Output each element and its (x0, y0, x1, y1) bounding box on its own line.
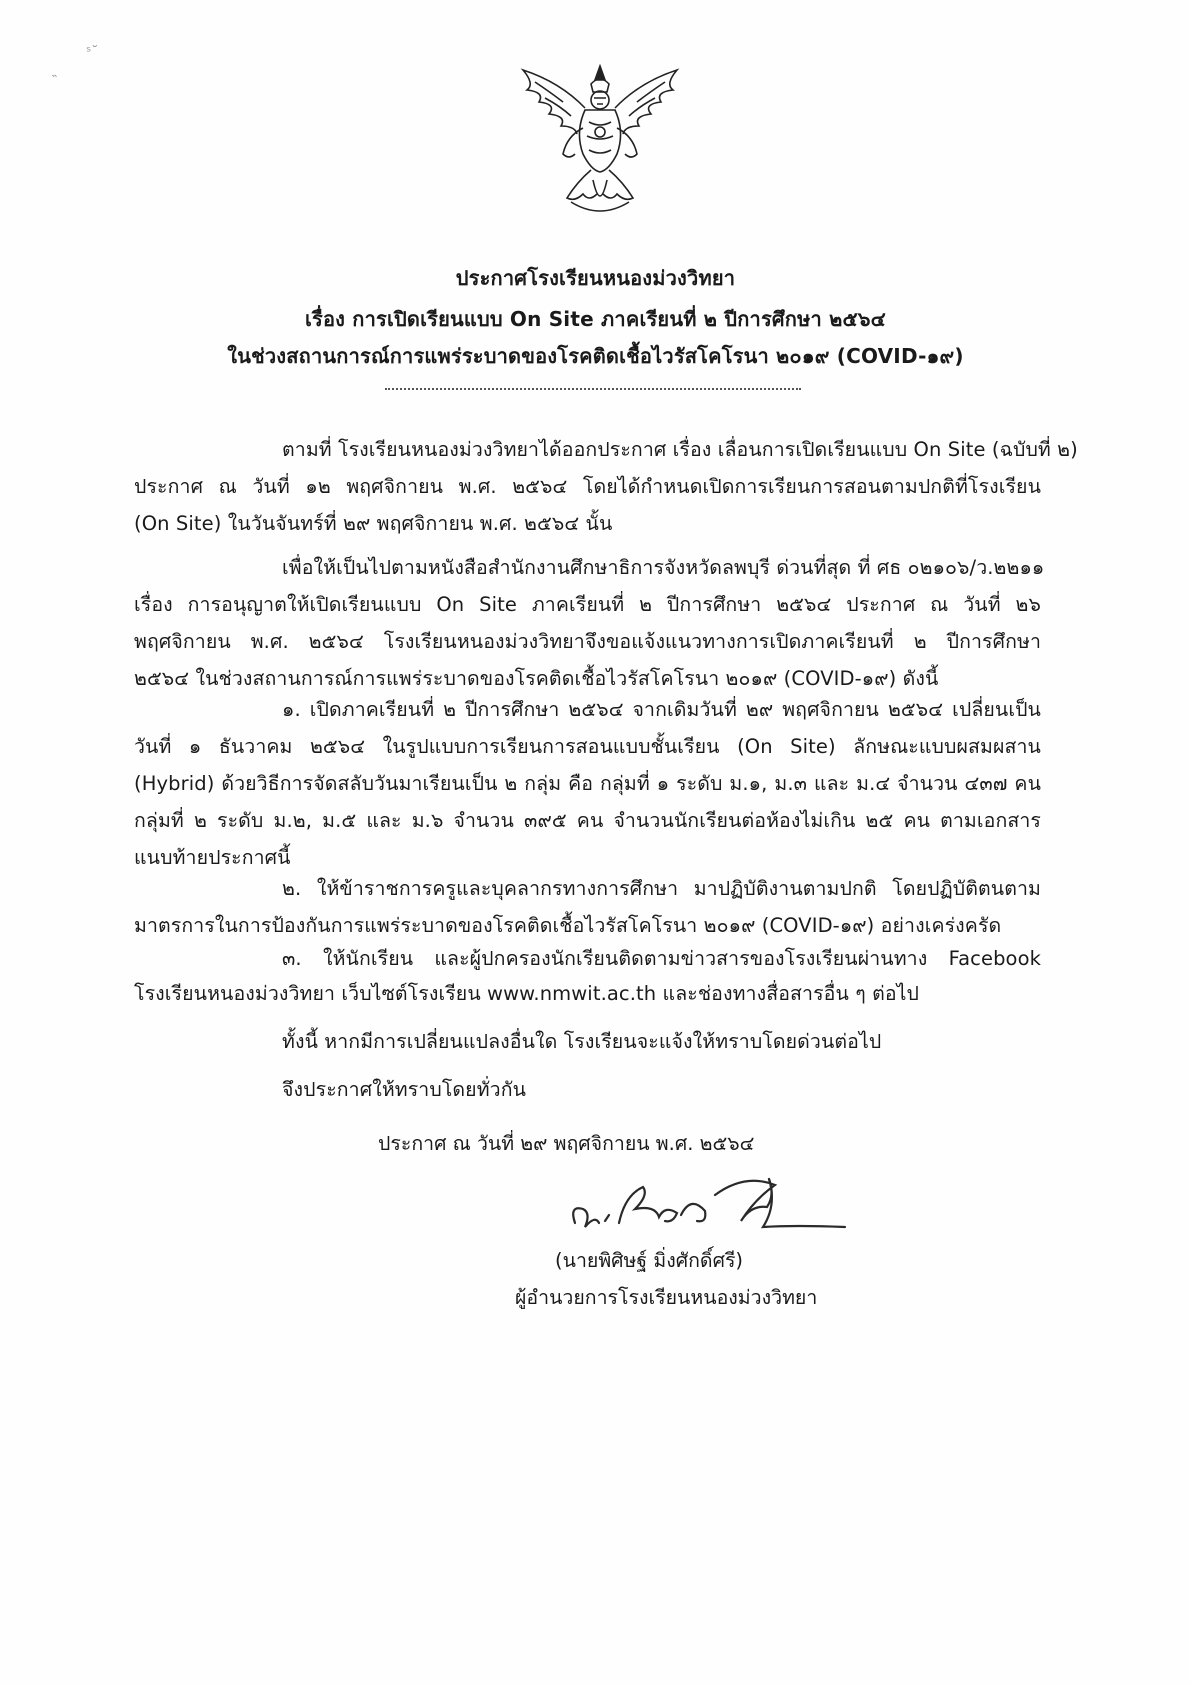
dotted-divider (385, 388, 801, 390)
scan-artifact: ˵ (52, 67, 57, 83)
paragraph-7: จึงประกาศให้ทราบโดยทั่วกัน (282, 1078, 527, 1101)
announcement-subject: เรื่อง การเปิดเรียนแบบ On Site ภาคเรียนที่ ๒ ปีการศึกษา ๒๕๖๔ (304, 307, 887, 331)
paragraph-3-line: (Hybrid) ด้วยวิธีการจัดสลับวันมาเรียนเป็น ๒ กลุ่ม คือ กลุ่มที่ ๑ ระดับ ม.๑, ม.๓ และ ม.๔ จำนวน ๔๓๗ คน (134, 772, 1041, 795)
paragraph-3-line: กลุ่มที่ ๒ ระดับ ม.๒, ม.๕ และ ม.๖ จำนวน ๓๙๕ คน จำนวนนักเรียนต่อห้องไม่เกิน ๒๕ คน ตามเอกสาร (134, 809, 1041, 832)
paragraph-4-line: มาตรการในการป้องกันการแพร่ระบาดของโรคติดเชื้อไวรัสโคโรนา ๒๐๑๙ (COVID-๑๙) อย่างเคร่งครัด (134, 914, 1002, 937)
paragraph-1-line: ตามที่ โรงเรียนหนองม่วงวิทยาได้ออกประกาศ เรื่อง เลื่อนการเปิดเรียนแบบ On Site (ฉบับที่ ๒) (282, 438, 1078, 461)
announcement-date: ประกาศ ณ วันที่ ๒๙ พฤศจิกายน พ.ศ. ๒๕๖๔ (378, 1132, 755, 1155)
paragraph-5-line: โรงเรียนหนองม่วงวิทยา เว็บไซต์โรงเรียน www.nmwit.ac.th และช่องทางสื่อสารอื่น ๆ ต่อไป (134, 982, 920, 1005)
announcement-context: ในช่วงสถานการณ์การแพร่ระบาดของโรคติดเชื้อไวรัสโคโรนา ๒๐๑๙ (COVID-๑๙) (227, 344, 964, 368)
paragraph-1-line: (On Site) ในวันจันทร์ที่ ๒๙ พฤศจิกายน พ.ศ. ๒๕๖๔ นั้น (134, 512, 613, 535)
signer-title: ผู้อำนวยการโรงเรียนหนองม่วงวิทยา (515, 1286, 818, 1309)
signer-name: (นายพิศิษฐ์ มิ่งศักดิ์ศรี) (555, 1249, 744, 1272)
paragraph-3-line: วันที่ ๑ ธันวาคม ๒๕๖๔ ในรูปแบบการเรียนการสอนแบบชั้นเรียน (On Site) ลักษณะแบบผสมผสาน (134, 735, 1041, 758)
paragraph-2-line: ๒๕๖๔ ในช่วงสถานการณ์การแพร่ระบาดของโรคติดเชื้อไวรัสโคโรนา ๒๐๑๙ (COVID-๑๙) ดังนี้ (134, 667, 939, 690)
paragraph-2-line: พฤศจิกายน พ.ศ. ๒๕๖๔ โรงเรียนหนองม่วงวิทยาจึงขอแจ้งแนวทางการเปิดภาคเรียนที่ ๒ ปีการศึกษา (134, 630, 1041, 653)
announcement-title: ประกาศโรงเรียนหนองม่วงวิทยา (455, 266, 736, 290)
paragraph-3-line: แนบท้ายประกาศนี้ (134, 846, 291, 869)
paragraph-5-line: ๓. ให้นักเรียน และผู้ปกครองนักเรียนติดตามข่าวสารของโรงเรียนผ่านทาง Facebook (282, 947, 1041, 970)
paragraph-2-line: เรื่อง การอนุญาตให้เปิดเรียนแบบ On Site ภาคเรียนที่ ๒ ปีการศึกษา ๒๕๖๔ ประกาศ ณ วันที่ ๒๖ (134, 593, 1041, 616)
paragraph-4-line: ๒. ให้ข้าราชการครูและบุคลากรทางการศึกษา มาปฏิบัติงานตามปกติ โดยปฏิบัติตนตาม (282, 877, 1041, 900)
paragraph-6: ทั้งนี้ หากมีการเปลี่ยนแปลงอื่นใด โรงเรียนจะแจ้งให้ทราบโดยด่วนต่อไป (282, 1030, 882, 1053)
paragraph-1-line: ประกาศ ณ วันที่ ๑๒ พฤศจิกายน พ.ศ. ๒๕๖๔ โดยได้กำหนดเปิดการเรียนการสอนตามปกติที่โรงเรียน (134, 475, 1041, 498)
garuda-emblem-icon (505, 62, 695, 222)
paragraph-3-line: ๑. เปิดภาคเรียนที่ ๒ ปีการศึกษา ๒๕๖๔ จากเดิมวันที่ ๒๙ พฤศจิกายน ๒๕๖๔ เปลี่ยนเป็น (282, 698, 1041, 721)
handwritten-signature (555, 1165, 855, 1240)
scan-artifact: ˢ˘ (86, 44, 99, 60)
paragraph-2-line: เพื่อให้เป็นไปตามหนังสือสำนักงานศึกษาธิการจังหวัดลพบุรี ด่วนที่สุด ที่ ศธ ๐๒๑๐๖/ว.๒๒๑๑ (282, 556, 1045, 579)
